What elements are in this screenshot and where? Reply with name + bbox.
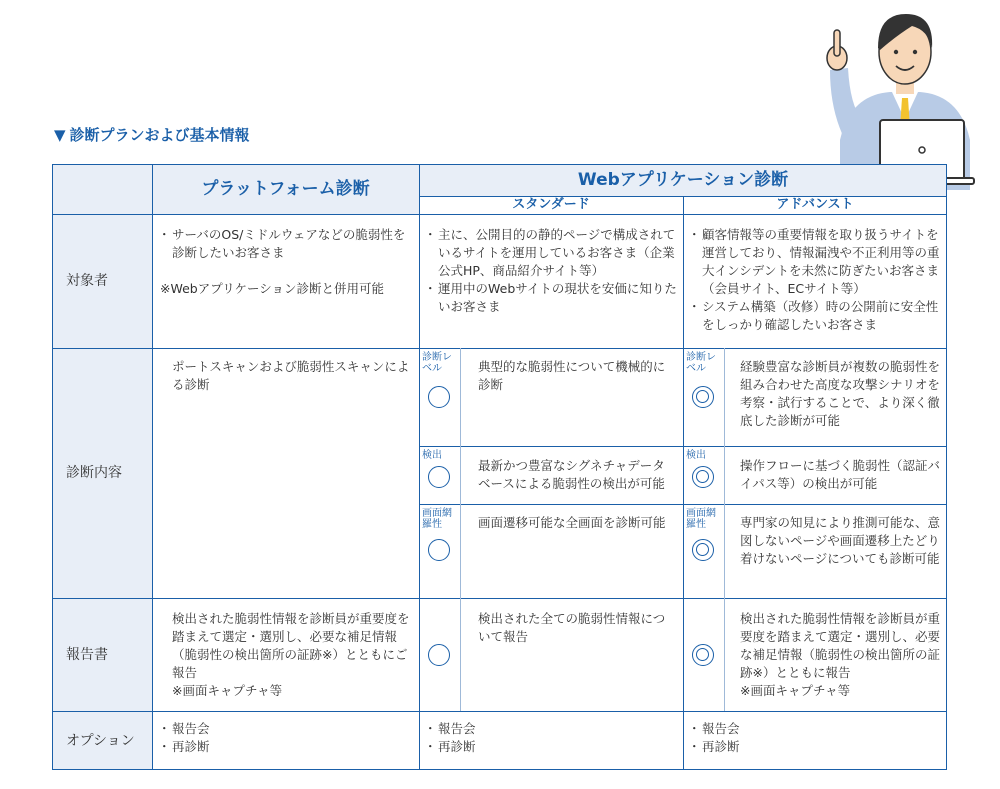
- row-label-option-text: オプション: [66, 732, 135, 749]
- single-circle-icon: [428, 386, 450, 408]
- header-web: Webアプリケーション診断: [577, 170, 789, 190]
- row-label-target-text: 対象者: [66, 273, 108, 289]
- list-item: ・ 主に、公開目的の静的ページで構成されているサイトを運用しているお客さま（企業公式HP、商品紹介サイト等）: [426, 226, 678, 280]
- double-circle-icon: [692, 644, 714, 666]
- double-circle-icon: [692, 539, 714, 561]
- list-item: ・ サーバのOS/ミドルウェアなどの脆弱性を診断したいお客さま: [160, 226, 412, 262]
- content-standard-coverage: 画面遷移可能な全画面を診断可能: [478, 515, 666, 530]
- content-platform: ポートスキャンおよび脆弱性スキャンによる診断: [172, 359, 410, 392]
- list-item: ・ 再診断: [690, 738, 942, 756]
- header-standard: スタンダード: [512, 197, 590, 212]
- content-advanced-detect: 操作フローに基づく脆弱性（認証バイパス等）の検出が可能: [740, 458, 941, 491]
- plan-table: [52, 164, 947, 770]
- header-advanced: アドバンスト: [776, 197, 854, 212]
- label-level-standard: 診断レベル: [422, 352, 452, 374]
- list-item: ・ 報告会: [690, 720, 942, 738]
- target-standard: [426, 226, 678, 316]
- target-platform: [160, 226, 412, 298]
- content-advanced-coverage: 専門家の知見により推測可能な、意図しないページや画面遷移上たどり着けないページについても診断可能: [740, 515, 941, 566]
- row-label-target: [52, 214, 152, 348]
- content-advanced-level: 経験豊富な診断員が複数の脆弱性を組み合わせた高度な攻撃シナリオを考察・試行することで、より深く徹底した診断が可能: [740, 359, 941, 428]
- section-title-text: 診断プランおよび基本情報: [69, 126, 250, 144]
- double-circle-icon: [692, 386, 714, 408]
- row-label-report: [52, 598, 152, 711]
- section-title: [54, 124, 250, 145]
- option-standard: [426, 720, 678, 756]
- list-item: ・ 報告会: [160, 720, 412, 738]
- report-platform-note: ※画面キャプチャ等: [172, 683, 283, 698]
- report-platform: [172, 610, 412, 700]
- target-platform-note: ※Webアプリケーション診断と併用可能: [160, 281, 384, 296]
- list-item: ・ 再診断: [426, 738, 678, 756]
- report-advanced-note: ※画面キャプチャ等: [740, 683, 851, 698]
- single-circle-icon: [428, 644, 450, 666]
- row-label-option: [52, 711, 152, 770]
- triangle-down-icon: ▼: [54, 126, 66, 144]
- target-platform-list: [160, 226, 412, 262]
- single-circle-icon: [428, 466, 450, 488]
- list-item: ・ 再診断: [160, 738, 412, 756]
- row-label-content: [52, 348, 152, 598]
- list-item: ・ 運用中のWebサイトの現状を安価に知りたいお客さま: [426, 280, 678, 316]
- report-advanced-text: 検出された脆弱性情報を診断員が重要度を踏まえて選定・選別し、必要な補足情報（脆弱性の検出箇所の証跡※）とともに報告: [740, 611, 941, 680]
- single-circle-icon: [428, 539, 450, 561]
- label-detect-advanced: 検出: [686, 450, 706, 461]
- content-standard-level: 典型的な脆弱性について機械的に診断: [478, 359, 666, 392]
- report-advanced: [740, 610, 940, 700]
- report-platform-text: 検出された脆弱性情報を診断員が重要度を踏まえて選定・選別し、必要な補足情報（脆弱性の検出箇所の証跡※）とともにご報告: [172, 611, 410, 680]
- label-coverage-standard: 画面網羅性: [422, 508, 452, 530]
- label-detect-standard: 検出: [422, 450, 442, 461]
- content-standard-detect: 最新かつ豊富なシグネチャデータベースによる脆弱性の検出が可能: [478, 458, 665, 491]
- label-coverage-advanced: 画面網羅性: [686, 508, 716, 530]
- option-advanced: [690, 720, 942, 756]
- option-platform: [160, 720, 412, 756]
- row-label-content-text: 診断内容: [66, 465, 122, 481]
- list-item: ・ 顧客情報等の重要情報を取り扱うサイトを運営しており、情報漏洩や不正利用等の重大インシデントを未然に防ぎたいお客さま（会員サイト、ECサイト等）: [690, 226, 942, 298]
- list-item: ・ 報告会: [426, 720, 678, 738]
- header-platform: プラットフォーム診断: [201, 179, 370, 199]
- report-standard: 検出された全ての脆弱性情報について報告: [478, 611, 666, 644]
- list-item: ・ システム構築（改修）時の公開前に安全性をしっかり確認したいお客さま: [690, 298, 942, 334]
- target-advanced: [690, 226, 942, 334]
- label-level-advanced: 診断レベル: [686, 352, 716, 374]
- double-circle-icon: [692, 466, 714, 488]
- row-label-report-text: 報告書: [66, 646, 108, 663]
